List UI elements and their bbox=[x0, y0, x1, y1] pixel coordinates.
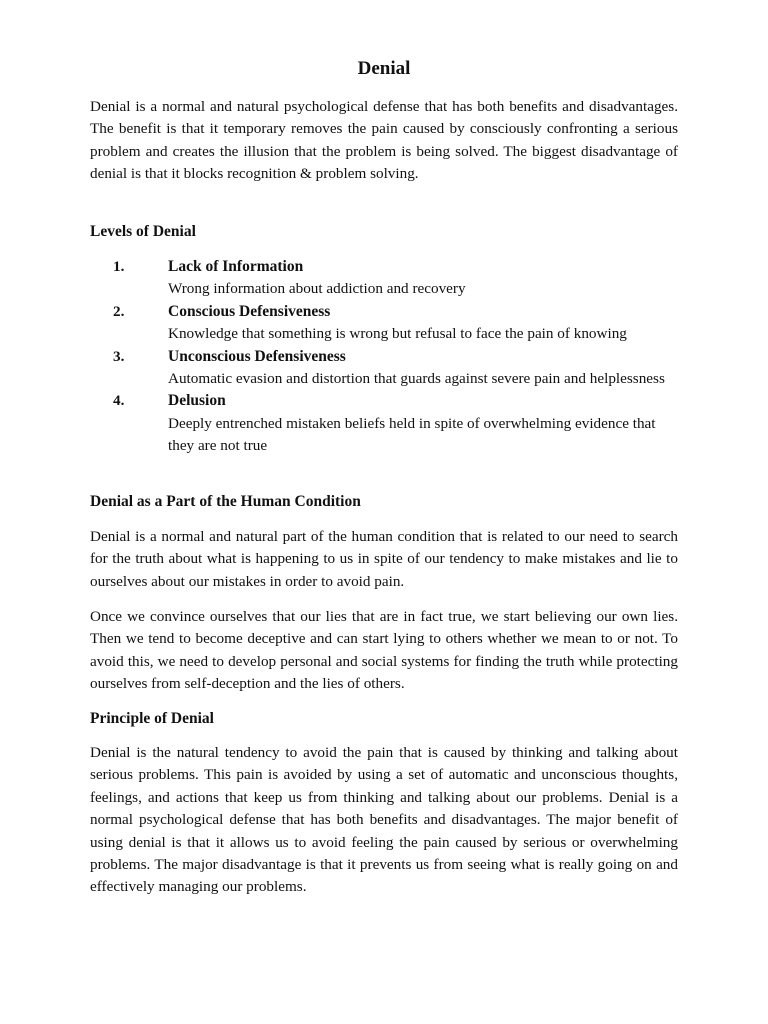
level-number: 3. bbox=[113, 347, 125, 365]
level-description: Wrong information about addiction and recovery bbox=[168, 280, 466, 298]
list-item bbox=[90, 256, 678, 301]
list-item bbox=[90, 390, 678, 457]
page-title: Denial bbox=[357, 58, 411, 79]
human-condition-heading: Denial as a Part of the Human Condition bbox=[90, 493, 361, 510]
level-number: 1. bbox=[113, 258, 125, 275]
level-title: Unconscious Defensiveness bbox=[168, 347, 346, 365]
level-description: Deeply entrenched mistaken beliefs held in spite of overwhelming evidence that they are not true bbox=[168, 414, 656, 455]
level-number: 4. bbox=[113, 392, 125, 410]
levels-heading: Levels of Denial bbox=[90, 223, 196, 240]
list-item bbox=[90, 346, 678, 391]
level-number: 2. bbox=[113, 302, 125, 320]
principle-heading: Principle of Denial bbox=[90, 710, 214, 727]
level-description: Automatic evasion and distortion that guards against severe pain and helplessness bbox=[168, 370, 665, 388]
human-condition-paragraph-1: Denial is a normal and natural part of the human condition that is related to our need to search for the truth about what is happening to us in spite of our tendency to make mistakes and lie to ourselves about our mistakes in order to avoid pain. bbox=[90, 528, 678, 590]
intro-paragraph: Denial is a normal and natural psychological defense that has both benefits and disadvantages. The benefit is that it temporary removes the pain caused by consciously confronting a serious problem and creates the illusion that the problem is being solved. The biggest disadvantage of denial is that it blocks recognition & problem solving. bbox=[90, 98, 678, 183]
human-condition-paragraph-2: Once we convince ourselves that our lies that are in fact true, we start believing our own lies. Then we tend to become deceptive and can start lying to others whether we mean to or not. To avoid this, we need to develop personal and social systems for finding the truth while protecting ourselves from self-deception and the lies of others. bbox=[90, 608, 678, 693]
level-title: Lack of Information bbox=[168, 258, 304, 275]
levels-list bbox=[90, 256, 678, 458]
level-title: Delusion bbox=[168, 392, 226, 410]
level-title: Conscious Defensiveness bbox=[168, 302, 331, 320]
principle-paragraph: Denial is the natural tendency to avoid the pain that is caused by thinking and talking about serious problems. This pain is avoided by using a set of automatic and unconscious thoughts, feelings, and actions that keep us from thinking and talking about our problems. Denial is a normal psychological defense that has both benefits and disadvantages. The major benefit of using denial is that it allows us to avoid feeling the pain caused by serious or overwhelming problems. The major disadvantage is that it prevents us from seeing what is really going on and effectively managing our problems. bbox=[90, 744, 678, 896]
level-description: Knowledge that something is wrong but refusal to face the pain of knowing bbox=[168, 325, 627, 343]
list-item bbox=[90, 301, 678, 346]
